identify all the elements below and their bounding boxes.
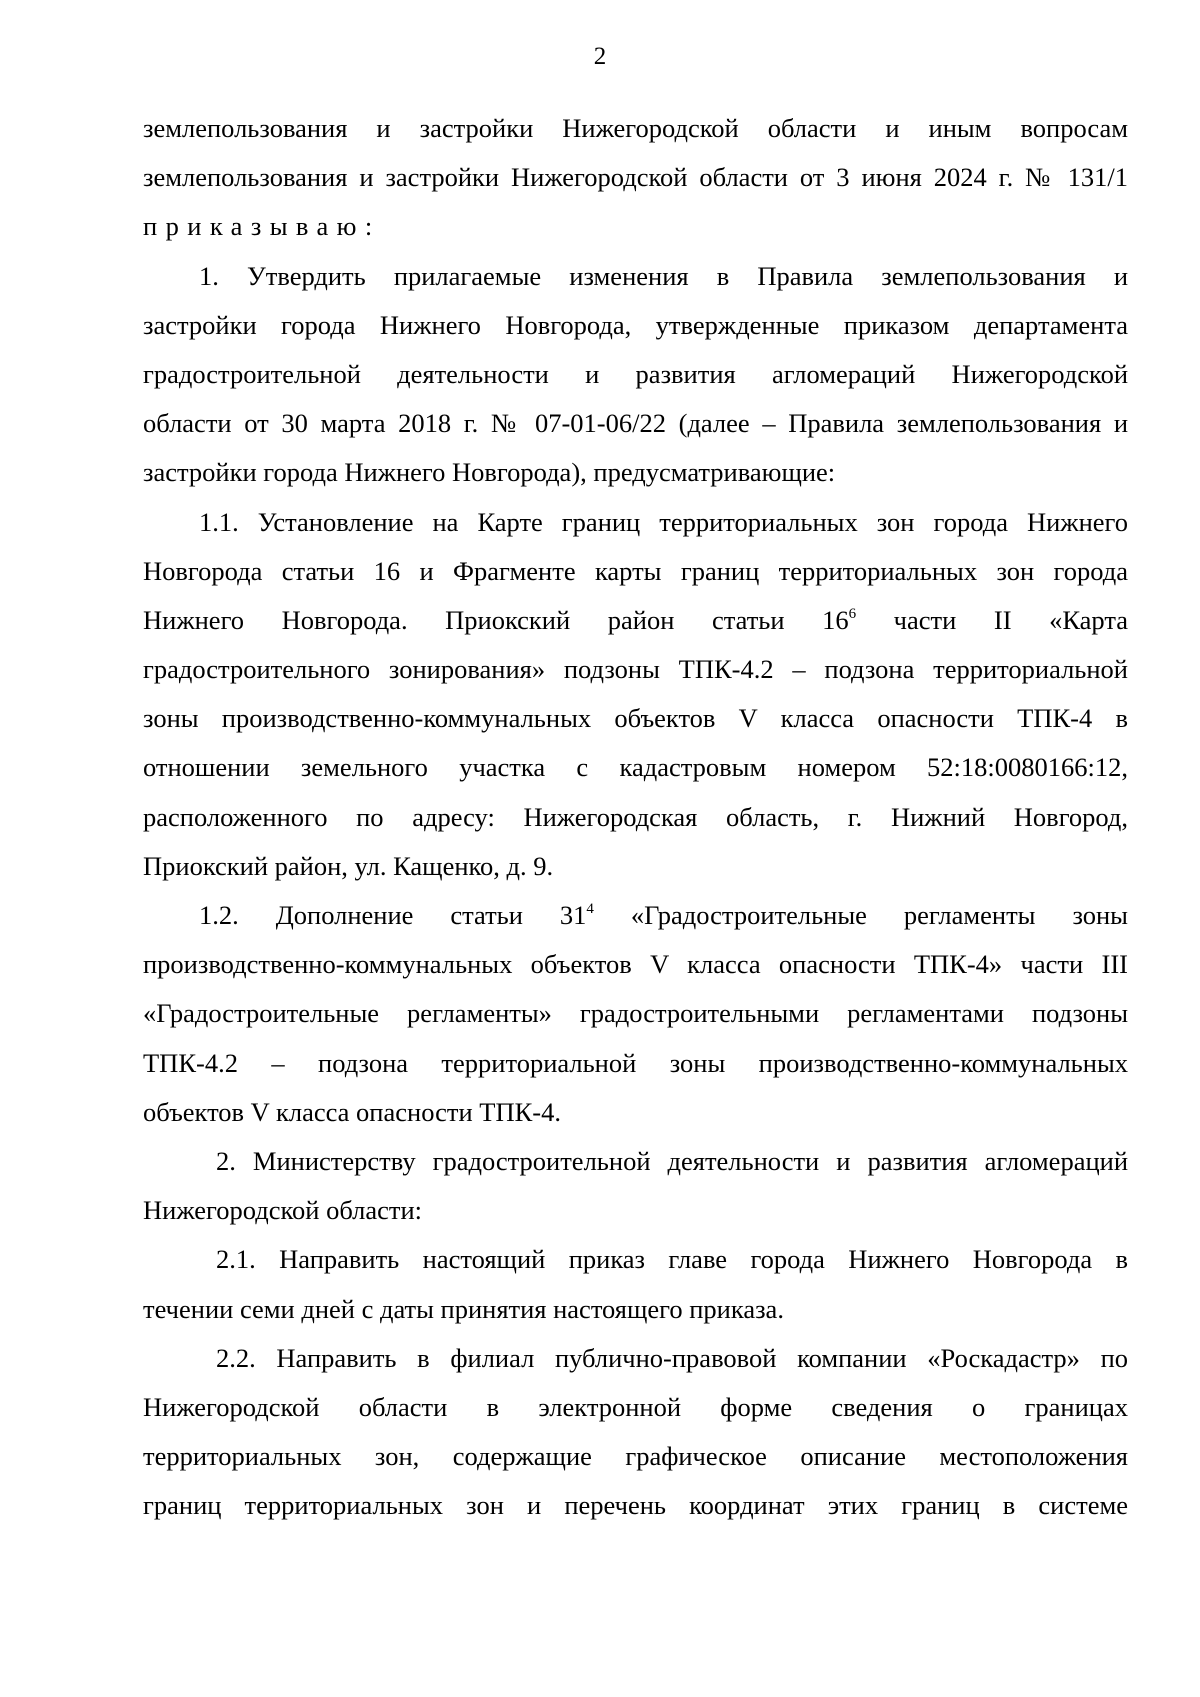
document-body	[143, 104, 1128, 1530]
text-line: зоны производственно-коммунальных объектов V класса опасности ТПК-4 в	[143, 703, 1128, 734]
text-line: производственно-коммунальных объектов V класса опасности ТПК-4» части III	[143, 949, 1128, 980]
text-line: отношении земельного участка с кадастровым номером 52:18:0080166:12,	[143, 752, 1128, 783]
page-number: 2	[593, 43, 607, 70]
text-line: застройки города Нижнего Новгорода, утвержденные приказом департамента	[143, 309, 1128, 340]
text-line: расположенного по адресу: Нижегородская область, г. Нижний Новгород,	[143, 801, 1128, 832]
superscript: 4	[586, 901, 594, 917]
text-line: течении семи дней с даты принятия настоящего приказа.	[143, 1293, 784, 1324]
text-line: 1.1. Установление на Карте границ территориальных зон города Нижнего	[199, 506, 1128, 537]
text-line: объектов V класса опасности ТПК-4.	[143, 1096, 561, 1127]
text-line: Нижегородской области в электронной форме сведения о границах	[143, 1391, 1128, 1422]
text-line: ТПК-4.2 – подзона территориальной зоны производственно-коммунальных	[143, 1047, 1128, 1078]
superscript: 6	[848, 605, 857, 622]
text-fragment: части II «Карта	[856, 604, 1128, 635]
text-line: 2.1. Направить настоящий приказ главе города Нижнего Новгорода в	[216, 1244, 1128, 1275]
text-line: «Градостроительные регламенты» градостроительными регламентами подзоны	[143, 998, 1128, 1029]
text-fragment: «Градостроительные регламенты зоны	[593, 900, 1128, 930]
text-line: землепользования и застройки Нижегородской области от 3 июня 2024 г. № 131/1	[143, 162, 1128, 193]
text-line: границ территориальных зон и перечень координат этих границ в системе	[143, 1490, 1128, 1521]
text-line: Нижегородской области:	[143, 1195, 423, 1226]
text-line: 1. Утвердить прилагаемые изменения в Правила землепользования и	[199, 260, 1128, 291]
text-line-with-superscript	[143, 891, 1128, 940]
text-line: градостроительной деятельности и развития агломераций Нижегородской	[143, 358, 1128, 389]
text-line: 2.2. Направить в филиал публично-правовой компании «Роскадастр» по	[216, 1342, 1128, 1373]
text-line: приказываю:	[143, 211, 381, 242]
text-line-with-superscript	[143, 596, 1128, 645]
text-line: области от 30 марта 2018 г. № 07-01-06/22 (далее – Правила землепользования и	[143, 408, 1128, 439]
text-line: Новгорода статьи 16 и Фрагменте карты границ территориальных зон города	[143, 555, 1128, 586]
text-fragment: Нижнего Новгорода. Приокский район статьи 16	[143, 604, 849, 635]
text-line: застройки города Нижнего Новгорода), предусматривающие:	[143, 457, 836, 488]
text-line: территориальных зон, содержащие графическое описание местоположения	[143, 1441, 1128, 1472]
text-line: градостроительного зонирования» подзоны ТПК-4.2 – подзона территориальной	[143, 654, 1128, 685]
text-line: Приокский район, ул. Кащенко, д. 9.	[143, 850, 554, 881]
text-fragment: 1.2. Дополнение статьи 31	[199, 900, 587, 930]
text-line: землепользования и застройки Нижегородской области и иным вопросам	[143, 113, 1128, 143]
text-line: 2. Министерству градостроительной деятельности и развития агломераций	[216, 1145, 1128, 1176]
